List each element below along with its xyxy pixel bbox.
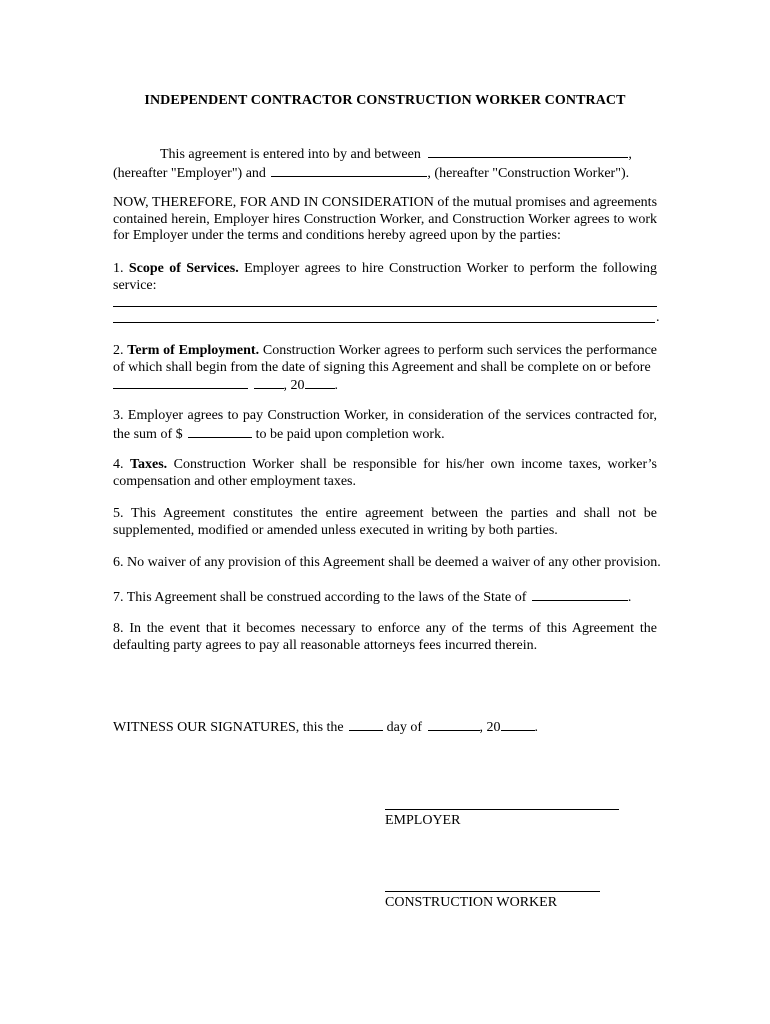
witness-year-blank[interactable] xyxy=(501,718,535,731)
term-heading: Term of Employment. xyxy=(127,343,260,358)
employer-signature-line[interactable] xyxy=(385,809,619,810)
document-title: INDEPENDENT CONTRACTOR CONSTRUCTION WORKER CONTRACT xyxy=(144,93,626,108)
intro-text: This agreement is entered into by and between xyxy=(160,147,421,162)
section-term-of-employment: 2. Term of Employment. Construction Worker agrees to perform such services the performance of which shall begin from the date of signing this Agreement and shall be complete on or before , 20 . xyxy=(113,343,658,393)
witness-month-blank[interactable] xyxy=(428,718,480,731)
completion-year-blank[interactable] xyxy=(305,376,335,389)
state-blank[interactable] xyxy=(532,588,628,601)
section-taxes: 4. Taxes. Construction Worker shall be responsible for his/her own income taxes, worker’s compensation and other employment taxes. xyxy=(113,457,657,489)
witness-line: WITNESS OUR SIGNATURES, this the day of , 20 . xyxy=(113,720,539,735)
scope-heading: Scope of Services. xyxy=(128,261,239,276)
section-governing-law: 7. This Agreement shall be construed according to the laws of the State of . xyxy=(113,590,632,605)
service-blank-line-2[interactable] xyxy=(113,322,655,323)
intro-line-1: This agreement is entered into by and between , xyxy=(160,147,632,162)
contract-page: INDEPENDENT CONTRACTOR CONSTRUCTION WORKER CONTRACT This agreement is entered into by and between , (hereafter "Employer") and , (hereafter "Construction Worker"). NOW, THEREFORE, FOR AND IN CONSIDERATION of the mutual promises and agreements contained herein, Employer hires Construction Worker, and Construction Worker agrees to work for Employer under the terms and conditions hereby agreed upon by the parties: 1. Scope of Services. Employer agrees to hire Construction Worker to perform the following service: . 2. Term of Employment. Construction Worker agrees to perform such services the performance of which shall begin from the date of signing this Agreement and shall be complete on or before , 20 . 3. Employer agrees to pay Construction Worker, in consideration of the services contracted for, the sum of $ to be paid upon completion work. 4. Taxes. Construction Worker shall be responsible for his/her own income taxes, worker’s compensation and other employment taxes. 5. This Agreement constitutes the entire agreement between the parties and shall not be supplemented, modified or amended unless executed in writing by both parties. 6. No waiver of any provision of this Agreement shall be deemed a waiver of any other provision. 7. This Agreement shall be construed according to the laws of the State of . 8. In the event that it becomes necessary to enforce any of the terms of this Agreement the defaulting party agrees to pay all reasonable attorneys fees incurred therein. WITNESS OUR SIGNATURES, this the day of , 20 . EMPLOYER CONSTRUCTION WORKER xyxy=(0,0,770,1024)
payment-amount-blank[interactable] xyxy=(188,425,252,438)
section-no-waiver: 6. No waiver of any provision of this Agreement shall be deemed a waiver of any other provision. xyxy=(113,555,661,570)
completion-date-blank[interactable] xyxy=(113,376,248,389)
section-payment: 3. Employer agrees to pay Construction Worker, in consideration of the services contracted for, the sum of $ to be paid upon completion work. xyxy=(113,408,657,442)
section-enforcement: 8. In the event that it becomes necessary to enforce any of the terms of this Agreement the defaulting party agrees to pay all reasonable attorneys fees incurred therein. xyxy=(113,621,657,653)
worker-signature-label: CONSTRUCTION WORKER xyxy=(385,895,558,910)
intro-paragraph xyxy=(113,145,657,182)
section-entire-agreement: 5. This Agreement constitutes the entire agreement between the parties and shall not be supplemented, modified or amended unless executed in writing by both parties. xyxy=(113,506,657,538)
witness-day-blank[interactable] xyxy=(349,718,383,731)
completion-day-blank[interactable] xyxy=(254,376,284,389)
employer-signature-label: EMPLOYER xyxy=(385,813,461,828)
worker-name-blank[interactable] xyxy=(271,164,427,177)
section-scope-of-services: 1. Scope of Services. Employer agrees to hire Construction Worker to perform the following service: xyxy=(113,261,658,293)
service-blank-line-1[interactable] xyxy=(113,306,657,307)
employer-name-blank[interactable] xyxy=(428,145,628,158)
taxes-heading: Taxes. xyxy=(129,457,168,472)
intro-line-2: (hereafter "Employer") and , (hereafter "Construction Worker"). xyxy=(113,165,630,181)
preamble-paragraph: NOW, THEREFORE, FOR AND IN CONSIDERATION of the mutual promises and agreements contained herein, Employer hires Construction Worker, and Construction Worker agrees to work for Employer under the terms and conditions hereby agreed upon by the parties: xyxy=(113,195,658,243)
worker-signature-line[interactable] xyxy=(385,891,600,892)
